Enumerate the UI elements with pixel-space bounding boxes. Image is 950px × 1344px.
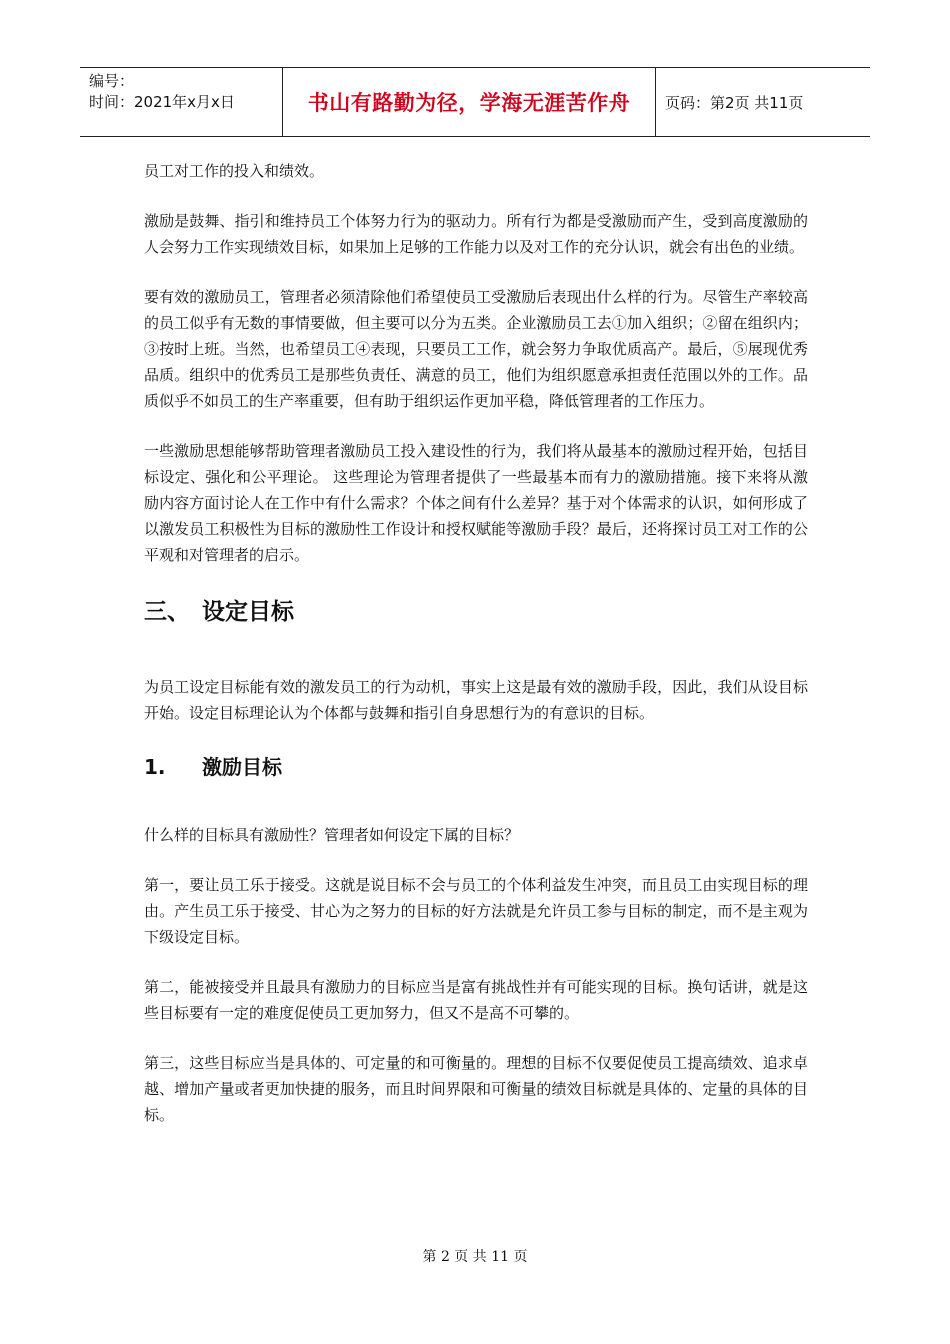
header-meta bbox=[80, 68, 282, 136]
subsection-heading bbox=[144, 750, 808, 784]
header-page-info: 页码：第2页 共11页 bbox=[665, 93, 804, 112]
header-motto: 书山有路勤为径，学海无涯苦作舟 bbox=[282, 68, 656, 136]
page-header bbox=[80, 67, 870, 137]
subsection-title: 激励目标 bbox=[202, 755, 282, 779]
paragraph: 员工对工作的投入和绩效。 bbox=[144, 162, 325, 180]
serial-label: 编号： bbox=[89, 72, 135, 90]
paragraph: 要有效的激励员工，管理者必须清除他们希望使员工受激励后表现出什么样的行为。尽管生产率较高的员工似乎有无数的事情要做，但主要可以分为五类。企业激励员工去①加入组织；②留在组织内；③按时上班。当然，也希望员工④表现，只要员工工作，就会努力争取优质高产。最后，⑤展现优秀品质。组织中的优秀员工是那些负责任、满意的员工，他们为组织愿意承担责任范围以外的工作。品质似乎不如员工的生产率重要，但有助于组织运作更加平稳，降低管理者的工作压力。 bbox=[144, 288, 808, 410]
time-label: 时间：2021年x月x日 bbox=[89, 93, 235, 111]
paragraph: 第三，这些目标应当是具体的、可定量的和可衡量的。理想的目标不仅要促使员工提高绩效、追求卓越、增加产量或者更加快捷的服务，而且时间界限和可衡量的绩效目标就是具体的、定量的具体的目标。 bbox=[144, 1054, 808, 1124]
document-body bbox=[144, 158, 808, 1152]
paragraph: 一些激励思想能够帮助管理者激励员工投入建设性的行为，我们将从最基本的激励过程开始，包括目标设定、强化和公平理论。 这些理论为管理者提供了一些最基本而有力的激励措施。接下来将从激励内容方面讨论人在工作中有什么需求？个体之间有什么差异？基于对个体需求的认识，如何形成了以激发员工积极性为目标的激励性工作设计和授权赋能等激励手段？最后，还将探讨员工对工作的公平观和对管理者的启示。 bbox=[144, 442, 808, 564]
section-title: 设定目标 bbox=[202, 599, 294, 625]
paragraph: 第一，要让员工乐于接受。这就是说目标不会与员工的个体利益发生冲突，而且员工由实现目标的理由。产生员工乐于接受、甘心为之努力的目标的好方法就是允许员工参与目标的制定，而不是主观为下级设定目标。 bbox=[144, 876, 808, 946]
section-heading bbox=[144, 592, 808, 632]
paragraph: 为员工设定目标能有效的激发员工的行为动机，事实上这是最有效的激励手段，因此，我们从设目标开始。设定目标理论认为个体都与鼓舞和指引自身思想行为的有意识的目标。 bbox=[144, 678, 808, 722]
section-number: 三、 bbox=[144, 599, 190, 625]
paragraph: 激励是鼓舞、指引和维持员工个体努力行为的驱动力。所有行为都是受激励而产生，受到高度激励的人会努力工作实现绩效目标，如果加上足够的工作能力以及对工作的充分认识，就会有出色的业绩。 bbox=[144, 212, 808, 256]
page-footer: 第 2 页 共 11 页 bbox=[422, 1249, 528, 1265]
paragraph: 第二，能被接受并且最具有激励力的目标应当是富有挑战性并有可能实现的目标。换句话讲，就是这些目标要有一定的难度促使员工更加努力，但又不是高不可攀的。 bbox=[144, 978, 808, 1022]
subsection-number: 1. bbox=[144, 755, 166, 779]
paragraph: 什么样的目标具有激励性？管理者如何设定下属的目标？ bbox=[144, 826, 520, 844]
